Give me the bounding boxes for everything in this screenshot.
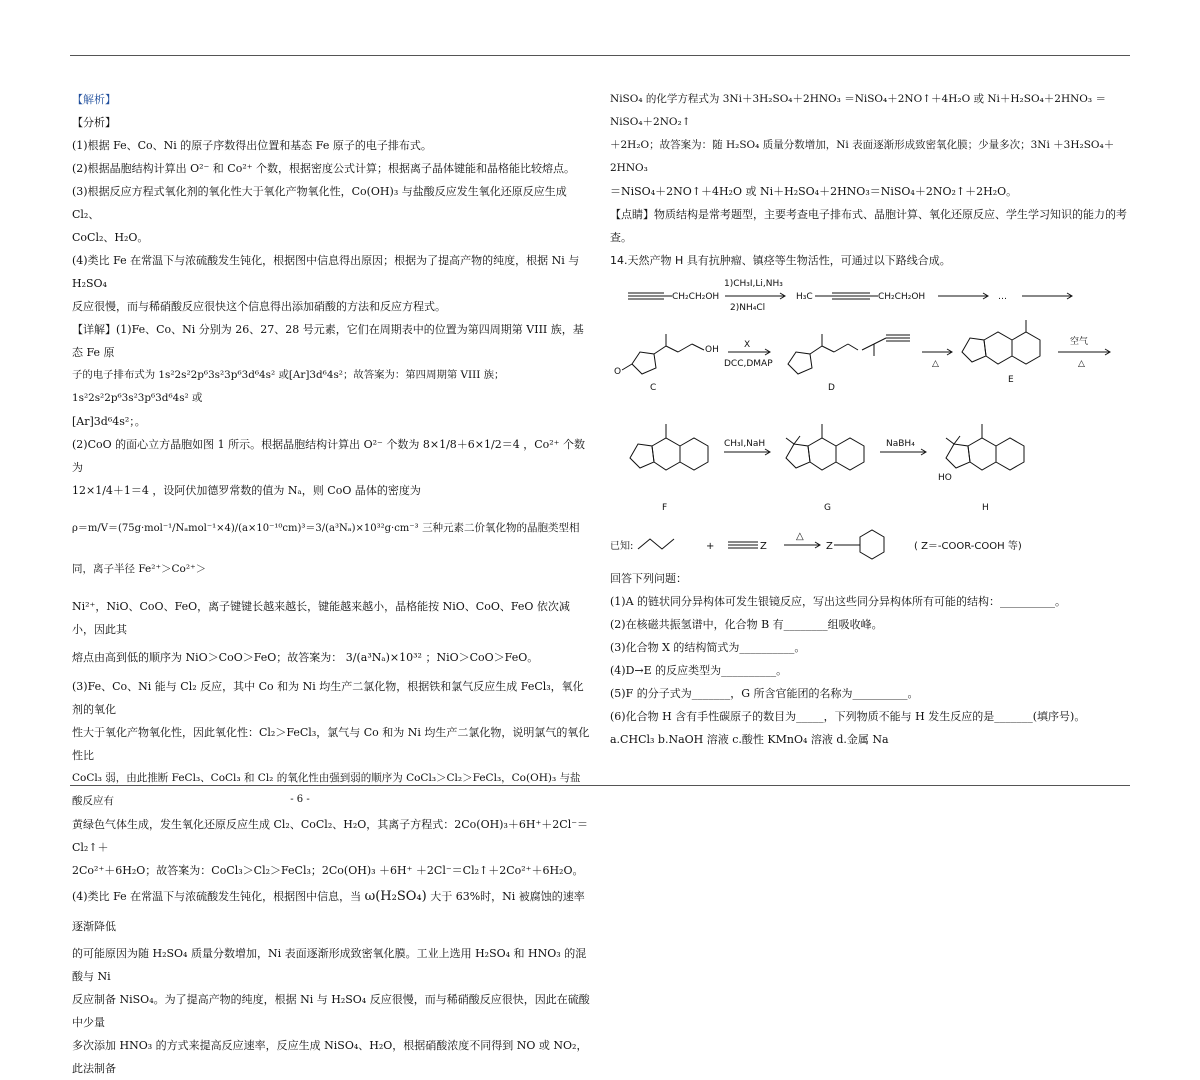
detail-4a-tail: 大于 63%时，Ni 被腐蚀的速率逐渐降低	[72, 890, 585, 933]
analysis-2: (2)根据晶胞结构计算出 O²⁻ 和 Co²⁺ 个数，根据密度公式计算；根据离子晶体键能和晶格能比较熔点。	[72, 162, 576, 175]
o-count-formula: 8×1/8＋6×1/2＝4	[422, 438, 520, 451]
q-6: (6)化合物 H 含有手性碳原子的数目为_____，下列物质不能与 H 发生反应的是_______(填序号)。	[610, 710, 1086, 723]
known-reaction	[610, 527, 1130, 561]
label-g: G	[824, 503, 831, 513]
detail-4b: 的可能原因为随 H₂SO₄ 质量分数增加，Ni 表面逐渐形成致密氧化膜。工业上选用 H₂SO₄ 和 HNO₃ 的混酸与 Ni	[72, 947, 587, 983]
air-label: 空气	[1070, 337, 1089, 347]
q-4: (4)D→E 的反应类型为__________。	[610, 664, 788, 677]
delta-2: △	[1078, 359, 1085, 369]
top-rule	[70, 55, 1130, 56]
analysis-1: (1)根据 Fe、Co、Ni 的原子序数得出位置和基态 Fe 原子的电子排布式。	[72, 139, 432, 152]
detail-2a-tail: ，Co²⁺ 个数为	[72, 438, 585, 474]
co-count-formula: 12×1/4＋1＝4	[72, 484, 149, 497]
dianjing-line	[610, 203, 1130, 226]
known-delta: △	[796, 531, 804, 542]
analysis-4b: 反应很慢，而与稀硝酸反应很快这个信息得出添加硝酸的方法和反应方程式。	[72, 300, 446, 313]
r-line-5: 查。	[610, 231, 632, 244]
detail-2e-tail: ；NiO＞CoO＞FeO。	[425, 651, 539, 664]
detail-2b-text: ，设阿伏加德罗常数的值为 Nₐ，则 CoO 晶体的密度为	[152, 484, 421, 497]
analysis-3a: (3)根据反应方程式氧化剂的氧化性大于氧化产物氧化性，Co(OH)₃ 与盐酸反应发生氧化还原反应生成 Cl₂、	[72, 185, 567, 221]
ellipsis: …	[998, 292, 1007, 302]
q-1: (1)A 的链状同分异构体可发生银镜反应，写出这些同分异构体所有可能的结构：__________。	[610, 595, 1067, 608]
detail-1b: 子的电子排布式为 1s²2s²2p⁶3s²3p⁶3d⁶4s² 或[Ar]3d⁶4s²；故答案为：第四周期第 VIII 族；1s²2s²2p⁶3s²3p⁶3d⁶4s² 或	[72, 369, 505, 404]
delta-1: △	[932, 359, 939, 369]
detail-3b: 性大于氧化产物氧化性，因此氧化性：Cl₂＞FeCl₃，氯气与 Co 和为 Ni 均生产二氯化物，说明氯气的氧化性比	[72, 726, 590, 762]
omega-formula: ω(H₂SO₄)	[364, 889, 427, 904]
q-3: (3)化合物 X 的结构简式为__________。	[610, 641, 806, 654]
known-z2: Z	[826, 541, 833, 552]
detail-1a: 【详解】(1)Fe、Co、Ni 分别为 26、27、28 号元素，它们在周期表中的位置为第四周期第 VIII 族，基态 Fe 原	[72, 323, 584, 359]
known-z1: Z	[760, 541, 767, 552]
right-column	[610, 88, 1130, 751]
jiexi-heading: 【解析】	[72, 93, 116, 106]
q-6-options: a.CHCl₃ b.NaOH 溶液 c.酸性 KMnO₄ 溶液 d.金属 Na	[610, 733, 889, 746]
c-o-label: O	[614, 367, 622, 377]
synthesis-scheme	[610, 272, 1130, 527]
product1-left: H₃C	[796, 292, 813, 302]
r-line-3: ＝NiSO₄＋2NO↑＋4H₂O 或 Ni＋H₂SO₄＋2HNO₃＝NiSO₄＋2NO₂↑＋2H₂O。	[610, 185, 1018, 198]
scheme-svg	[610, 272, 1130, 527]
detail-2a-text: (2)CoO 的面心立方晶胞如图 1 所示。根据晶胞结构计算出 O²⁻ 个数为	[72, 438, 420, 451]
q-2: (2)在核磁共振氢谱中，化合物 B 有________组吸收峰。	[610, 618, 883, 631]
known-plus: +	[706, 541, 715, 552]
detail-2a	[72, 433, 590, 479]
density-formula: ρ＝m/V＝(75g·mol⁻¹/Nₐmol⁻¹×4)/(a×10⁻¹⁰cm)³＝3/(a³Nₐ)×10³²g·cm⁻³	[72, 523, 419, 534]
detail-2e	[72, 641, 590, 675]
detail-4d: 多次添加 HNO₃ 的方式来提高反应速率，反应生成 NiSO₄、H₂O，根据硝酸浓度不同得到 NO 或 NO₂，此法制备	[72, 1039, 588, 1075]
analysis-4a: (4)类比 Fe 在常温下与浓硫酸发生钝化，根据图中信息得出原因；根据为了提高产物的纯度，根据 Ni 与 H₂SO₄	[72, 254, 580, 290]
q-intro: 回答下列问题：	[610, 572, 687, 585]
c-oh-label: OH	[705, 345, 719, 355]
label-c: C	[650, 383, 657, 393]
answer-density-formula: 3/(a³Nₐ)×10³²	[345, 651, 422, 664]
label-h: H	[982, 503, 989, 513]
dcc-label: DCC,DMAP	[724, 359, 773, 369]
q-5: (5)F 的分子式为_______，G 所含官能团的名称为__________。	[610, 687, 919, 700]
known-prefix: 已知:	[610, 541, 634, 552]
analysis-3b: CoCl₂、H₂O。	[72, 231, 149, 244]
nabh4-label: NaBH₄	[886, 439, 915, 449]
reagent1-bottom: 2)NH₄Cl	[730, 303, 766, 313]
questions	[610, 567, 1130, 751]
x-label: X	[744, 340, 751, 350]
detail-4a	[72, 882, 590, 942]
detail-3c: CoCl₃ 弱，由此推断 FeCl₃、CoCl₃ 和 Cl₂ 的氧化性由强到弱的顺序为 CoCl₃＞Cl₂＞FeCl₃，Co(OH)₃ 与盐酸反应有	[72, 772, 581, 807]
left-column	[72, 88, 590, 1080]
detail-3e: 2Co²⁺＋6H₂O；故答案为：CoCl₃＞Cl₂＞FeCl₃；2Co(OH)₃ ＋6H⁺ ＋2Cl⁻＝Cl₂↑＋2Co²⁺＋6H₂O。	[72, 864, 584, 877]
reagent1-top: 1)CH₃I,Li,NH₃	[724, 279, 783, 289]
density-tail: 三种元素二价氧化物的晶胞类型相同，离子半径 Fe²⁺＞Co²⁺＞	[72, 522, 580, 575]
start-chain: CH₂CH₂OH	[672, 292, 720, 302]
detail-4c: 反应制备 NiSO₄。为了提高产物的纯度，根据 Ni 与 H₂SO₄ 反应很慢，而与稀硝酸反应很快，因此在硫酸中少量	[72, 993, 590, 1029]
page-number: - 6 -	[290, 794, 310, 805]
ch3i-label: CH₃I,NaH	[724, 439, 766, 449]
detail-3a: (3)Fe、Co、Ni 能与 Cl₂ 反应，其中 Co 和为 Ni 均生产二氯化物，根据铁和氯气反应生成 FeCl₃，氧化剂的氧化	[72, 680, 584, 716]
q14-stem: 14.天然产物 H 具有抗肿瘤、镇痉等生物活性，可通过以下路线合成。	[610, 254, 951, 267]
dianjing-text: 【点睛】物质结构是常考题型，主要考查电子排布式、晶胞计算、氧化还原反应、学生学习知识的能力的考	[610, 208, 1127, 221]
known-note: ( Z＝-COOR-COOH 等)	[914, 541, 1022, 552]
h-ho-label: HO	[938, 473, 952, 483]
detail-2d: Ni²⁺，NiO、CoO、FeO，离子键键长越来越长，键能越来越小，晶格能按 NiO、CoO、FeO 依次减小，因此其	[72, 600, 570, 636]
label-d: D	[828, 383, 835, 393]
known-svg	[610, 527, 1130, 561]
r-line-2: ＋2H₂O；故答案为：随 H₂SO₄ 质量分数增加，Ni 表面逐渐形成致密氧化膜；少量多次；3Ni ＋3H₂SO₄＋2HNO₃	[610, 139, 1115, 174]
label-f: F	[662, 503, 668, 513]
detail-2b	[72, 479, 590, 502]
label-e: E	[1008, 375, 1014, 385]
detail-4a-text: (4)类比 Fe 在常温下与浓硫酸发生钝化，根据图中信息，当	[72, 890, 362, 903]
fenxi-heading: 【分析】	[72, 116, 116, 129]
detail-1c: [Ar]3d⁶4s²；。	[72, 415, 146, 428]
product1-chain: CH₂CH₂OH	[878, 292, 926, 302]
density-line	[72, 508, 590, 589]
r-line-1: NiSO₄ 的化学方程式为 3Ni＋3H₂SO₄＋2HNO₃ ＝NiSO₄＋2NO↑＋4H₂O 或 Ni＋H₂SO₄＋2HNO₃ ＝NiSO₄＋2NO₂↑	[610, 93, 1106, 128]
detail-3d: 黄绿色气体生成，发生氧化还原反应生成 Cl₂、CoCl₂、H₂O，其离子方程式：2Co(OH)₃＋6H⁺＋2Cl⁻＝Cl₂↑＋	[72, 818, 589, 854]
detail-2e-text: 熔点由高到低的顺序为 NiO＞CoO＞FeO；故答案为：	[72, 651, 343, 664]
